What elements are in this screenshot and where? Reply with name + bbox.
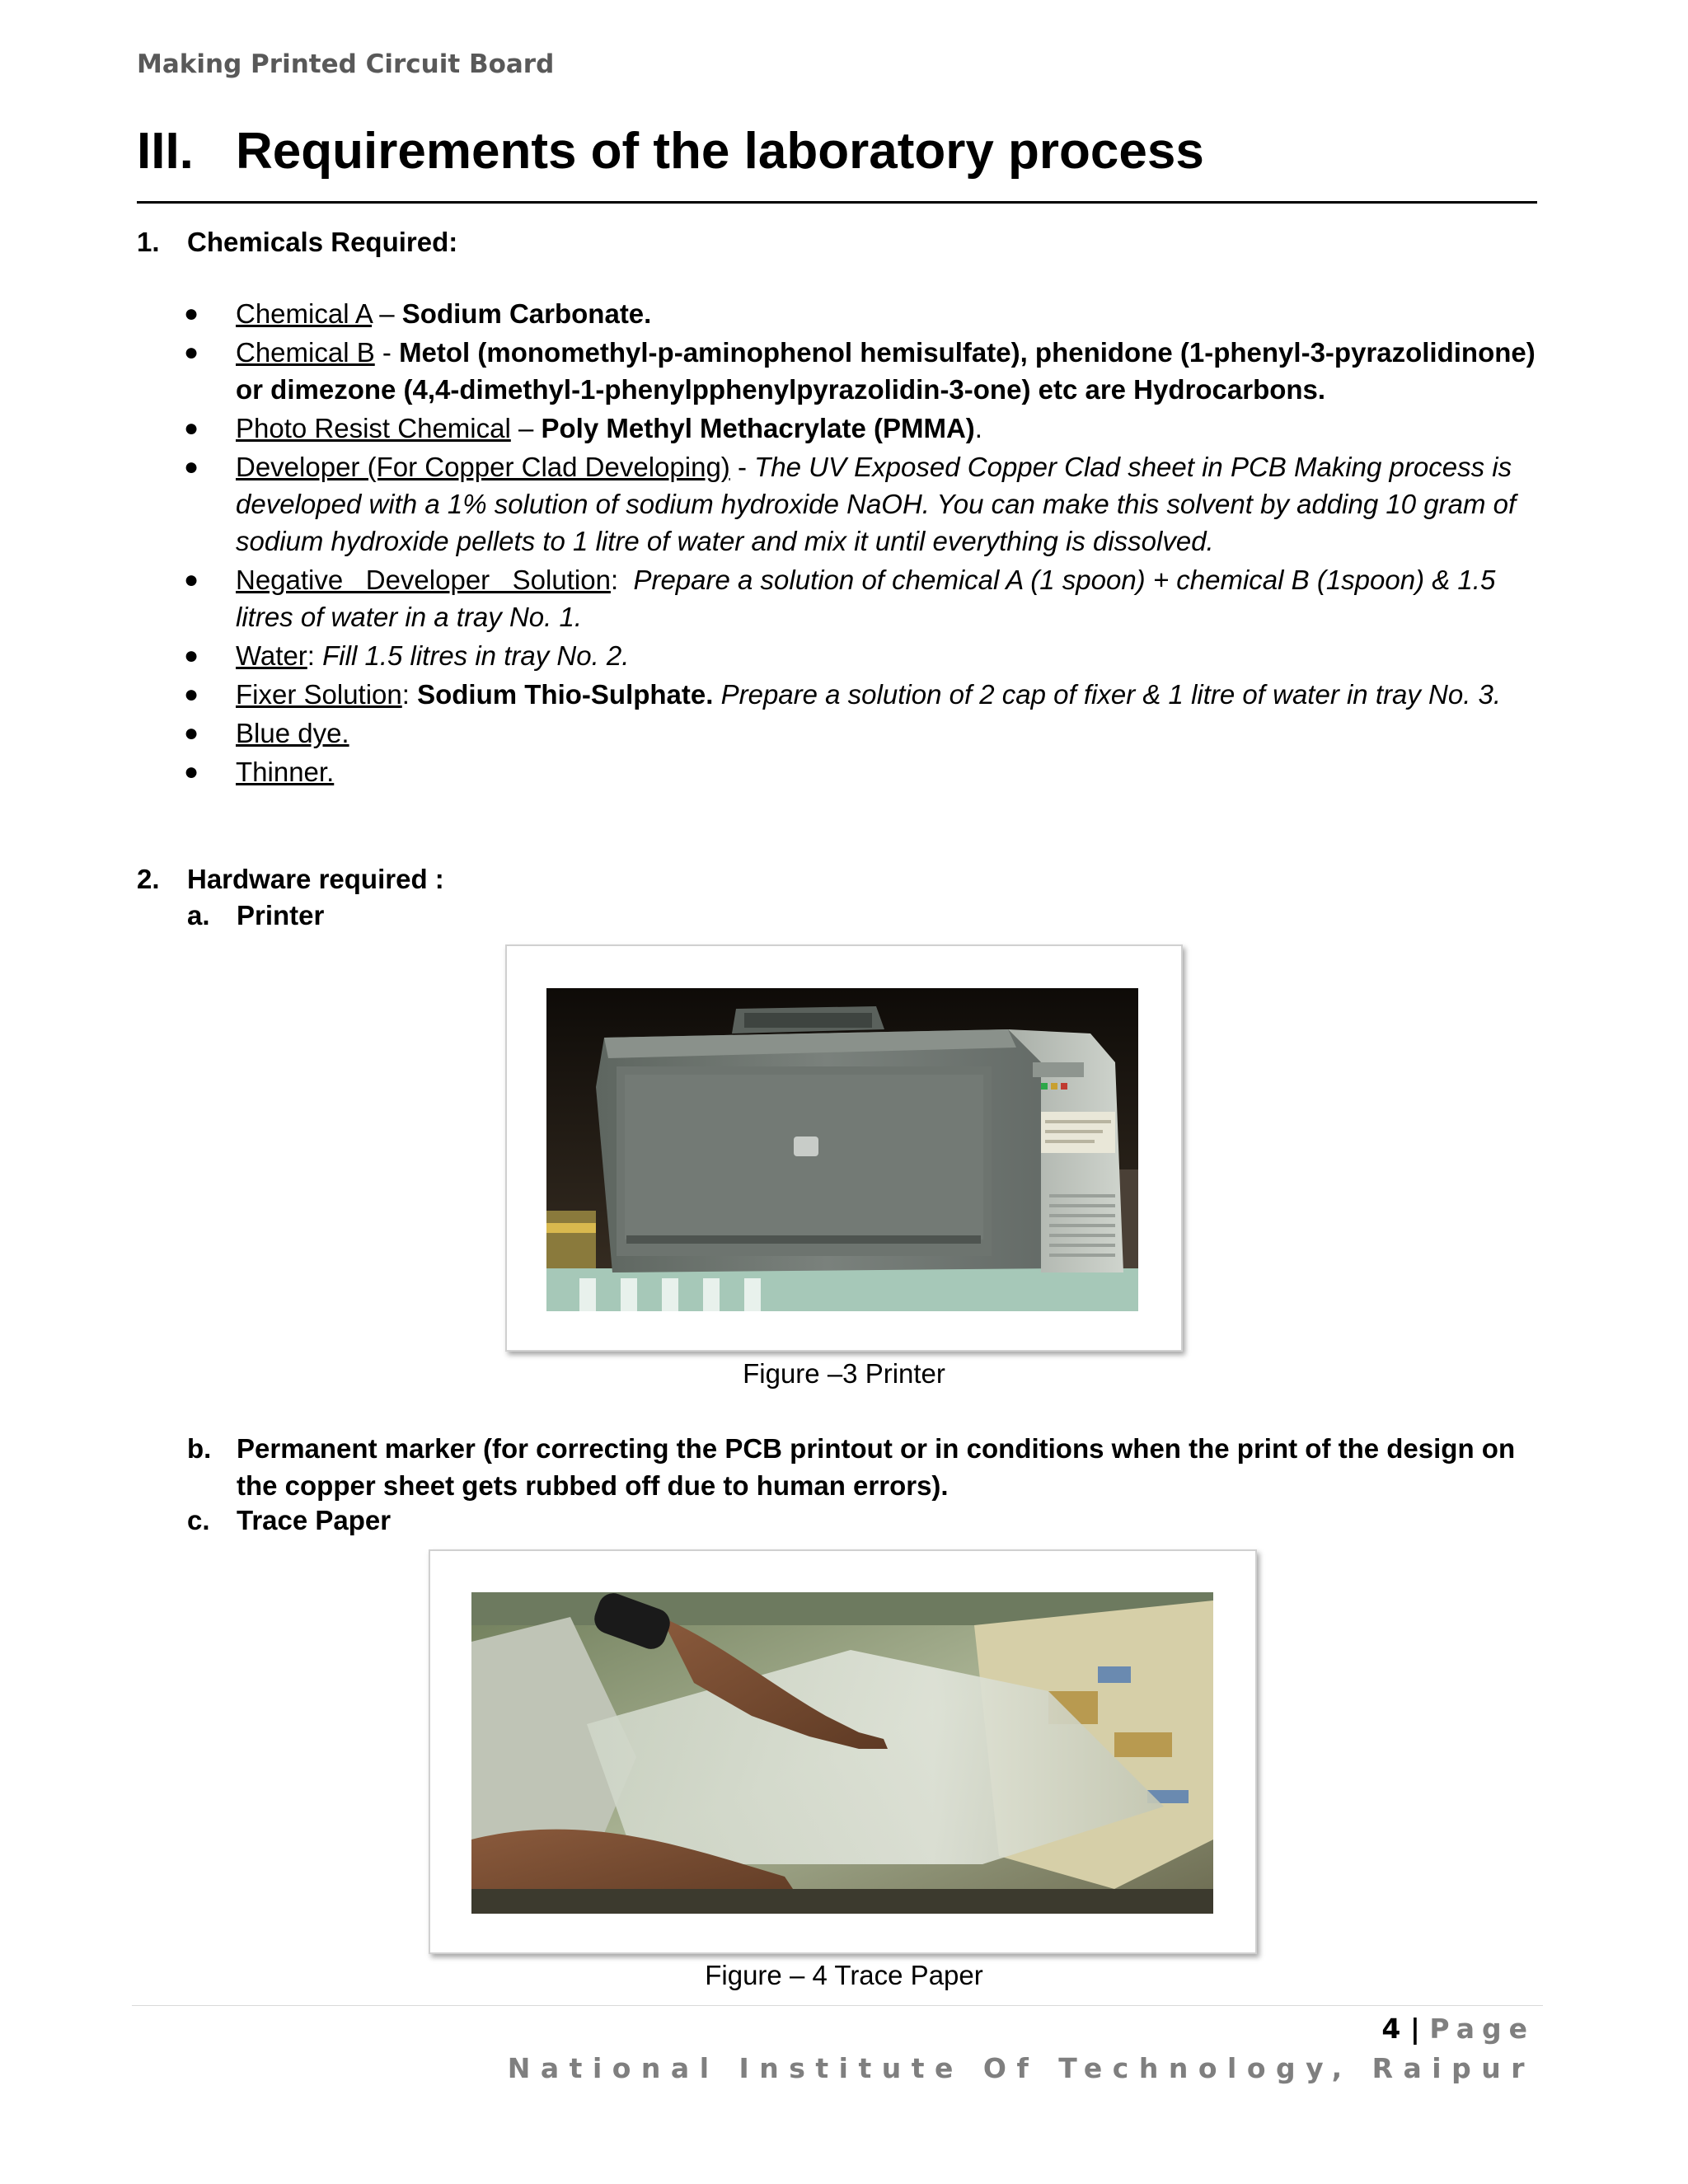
- chemicals-list: [0, 295, 1688, 792]
- bullet-icon: ●: [184, 681, 199, 708]
- section-number: III.: [137, 123, 194, 180]
- running-header: Making Printed Circuit Board: [137, 49, 555, 79]
- section-title-text: Requirements of the laboratory process: [236, 123, 1204, 180]
- hardware-number: 2.: [137, 864, 160, 894]
- list-item: ● Chemical A – Sodium Carbonate.: [0, 295, 1540, 332]
- list-item: ● Water: Fill 1.5 litres in tray No. 2.: [0, 637, 1540, 674]
- title-underline: [137, 201, 1537, 204]
- list-item: ● Blue dye.: [0, 715, 1540, 752]
- figure-4-caption: Figure – 4 Trace Paper: [705, 1960, 983, 1990]
- section-title: [137, 122, 1204, 181]
- list-item: ● Developer (For Copper Clad Developing) - The UV Exposed Copper Clad sheet in PCB Making process is developed with a 1% solution of sodium hydroxide NaOH. You can make this solvent by adding 10 gram of sodium hydroxide pellets to 1 litre of water and mix it until everything is dissolved.: [0, 448, 1540, 560]
- figure-trace-paper-frame: [429, 1549, 1257, 1954]
- page-number: 4 | Page: [1381, 2013, 1535, 2045]
- list-item: ● Fixer Solution: Sodium Thio-Sulphate. Prepare a solution of 2 cap of fixer & 1 litre of water in tray No. 3.: [0, 676, 1540, 713]
- bullet-icon: ●: [184, 758, 199, 785]
- footer-divider: [132, 2005, 1543, 2006]
- hardware-heading-text: Hardware required :: [187, 864, 444, 894]
- bullet-icon: ●: [184, 719, 199, 747]
- footer-institute: National Institute Of Technology, Raipur: [507, 2052, 1535, 2084]
- chemicals-number: 1.: [137, 227, 160, 257]
- list-item: ● Photo Resist Chemical – Poly Methyl Methacrylate (PMMA).: [0, 410, 1540, 447]
- bullet-icon: ●: [184, 339, 199, 366]
- hardware-heading: [137, 864, 444, 895]
- printer-photo: [546, 988, 1138, 1311]
- bullet-icon: ●: [184, 300, 199, 327]
- list-item: ● Negative Developer Solution: Prepare a solution of chemical A (1 spoon) + chemical B (1spoon) & 1.5 litres of water in a tray No. 1.: [0, 561, 1540, 635]
- list-item: ● Chemical B - Metol (monomethyl-p-aminophenol hemisulfate), phenidone (1-phenyl-3-pyrazolidinone) or dimezone (4,4-dimethyl-1-phenylpphenylpyrazolidin-3-one) etc are Hydrocarbons.: [0, 334, 1540, 408]
- bullet-icon: ●: [184, 415, 199, 442]
- hardware-item-printer: a. Printer: [187, 900, 325, 930]
- hardware-item-trace-paper: c. Trace Paper: [187, 1505, 392, 1535]
- bullet-icon: ●: [184, 453, 199, 480]
- figure-printer-frame: [505, 944, 1183, 1352]
- trace-paper-photo: [471, 1592, 1213, 1914]
- bullet-icon: ●: [184, 566, 199, 593]
- chemicals-heading-text: Chemicals Required:: [187, 227, 458, 257]
- chemicals-heading: [137, 227, 457, 258]
- list-item: ● Thinner.: [0, 753, 1540, 790]
- bullet-icon: ●: [184, 642, 199, 669]
- hardware-item-marker: b. Permanent marker (for correcting the PCB printout or in conditions when the print of the design on the copper sheet gets rubbed off due to human errors).: [187, 1433, 1516, 1501]
- figure-3-caption: Figure –3 Printer: [743, 1358, 945, 1389]
